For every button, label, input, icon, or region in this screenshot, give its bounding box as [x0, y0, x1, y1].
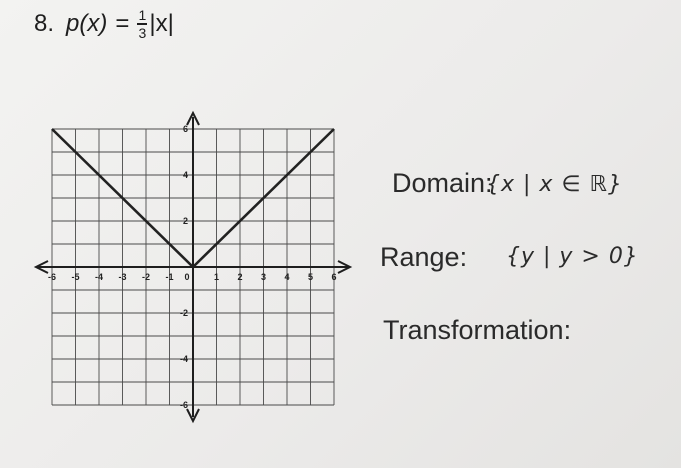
y-tick-label: -4: [179, 354, 188, 364]
domain-answer: {x | x ∈ ℝ}: [486, 172, 624, 197]
domain-label: Domain:: [392, 168, 493, 198]
range-label: Range:: [380, 242, 468, 272]
y-tick-label: 6: [182, 124, 188, 134]
x-tick-label: 2: [237, 272, 243, 282]
x-tick-label: -4: [94, 272, 104, 282]
x-tick-label: -6: [47, 272, 57, 282]
fraction-denominator: 3: [138, 24, 147, 41]
x-tick-label: -5: [71, 272, 80, 282]
y-tick-label: 4: [182, 170, 188, 180]
function-name: p(x): [66, 9, 108, 37]
x-tick-label: -3: [118, 272, 127, 282]
x-tick-label: -1: [165, 272, 174, 282]
transformation-label: Transformation:: [383, 315, 572, 345]
abs-expression: |x|: [149, 9, 174, 37]
equals-sign: =: [115, 9, 130, 37]
fraction-numerator: 1: [138, 7, 147, 23]
y-tick-label: -2: [179, 308, 188, 318]
x-tick-label: 4: [284, 272, 290, 282]
x-tick-label: 0: [184, 272, 190, 282]
x-tick-label: 6: [331, 272, 337, 282]
y-tick-label: -6: [179, 400, 188, 410]
y-tick-label: 2: [182, 216, 188, 226]
x-tick-label: 5: [307, 272, 314, 282]
range-answer: {y | y > 0}: [506, 244, 639, 269]
x-tick-label: 3: [260, 272, 267, 282]
x-tick-label: 1: [213, 272, 220, 282]
problem-number: 8.: [34, 9, 55, 37]
x-tick-label: -2: [141, 272, 151, 282]
